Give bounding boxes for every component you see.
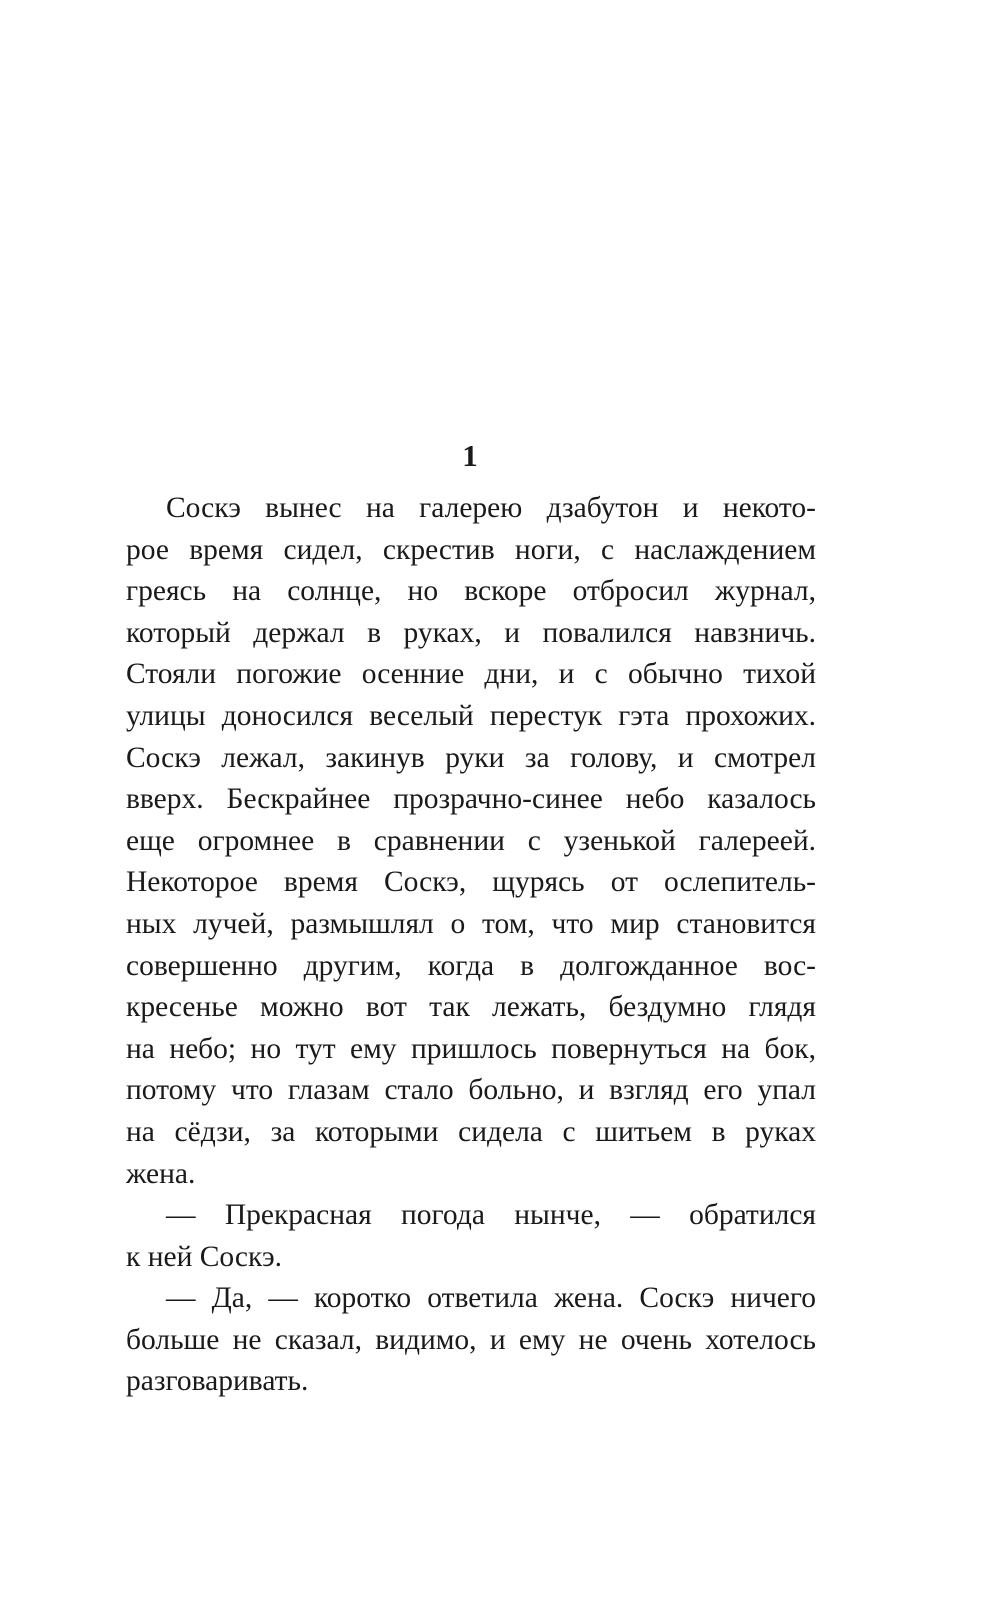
text-line: больше не сказал, видимо, и ему не очень хотелось (126, 1323, 816, 1356)
text-line: к ней Соскэ. (126, 1240, 282, 1273)
text-line: Соскэ лежал, закинув руки за голову, и смотрел (126, 741, 816, 774)
chapter-text (126, 488, 816, 1403)
text-line: Соскэ вынес на галерею дзабутон и некото- (166, 492, 816, 524)
text-line: улицы доносился веселый перестук гэта прохожих. (126, 699, 816, 732)
text-line: рое время сидел, скрестив ноги, с наслаждением (126, 533, 816, 566)
text-line: потому что глазам стало больно, и взгляд его упал (126, 1074, 816, 1107)
text-line: вверх. Бескрайнее прозрачно-синее небо казалось (126, 783, 816, 816)
text-line: кресенье можно вот так лежать, бездумно глядя (126, 991, 816, 1024)
text-line: Стояли погожие осенние дни, и с обычно тихой (126, 658, 816, 691)
text-line: — Да, — коротко ответила жена. Соскэ ничего (166, 1282, 816, 1315)
chapter-number: 1 (462, 438, 478, 473)
paragraph-2 (126, 1195, 816, 1278)
text-line: греясь на солнце, но вскоре отбросил журнал, (126, 575, 816, 608)
text-line: разговаривать. (126, 1365, 309, 1398)
text-line: — Прекрасная погода нынче, — обратился (166, 1199, 816, 1232)
text-line: на сёдзи, за которыми сидела с шитьем в руках (126, 1115, 816, 1148)
text-line: ных лучей, размышлял о том, что мир становится (126, 907, 816, 940)
text-line: Некоторое время Соскэ, щурясь от ослепитель- (126, 866, 816, 899)
text-line: на небо; но тут ему пришлось повернуться на бок, (126, 1032, 816, 1065)
text-line: который держал в руках, и повалился навзничь. (126, 616, 816, 649)
text-line: совершенно другим, когда в долгожданное вос- (126, 949, 816, 982)
text-line: жена. (126, 1157, 196, 1190)
paragraph-3 (126, 1278, 816, 1403)
text-line: еще огромнее в сравнении с узенькой галереей. (126, 824, 816, 857)
paragraph-1 (126, 488, 816, 1195)
